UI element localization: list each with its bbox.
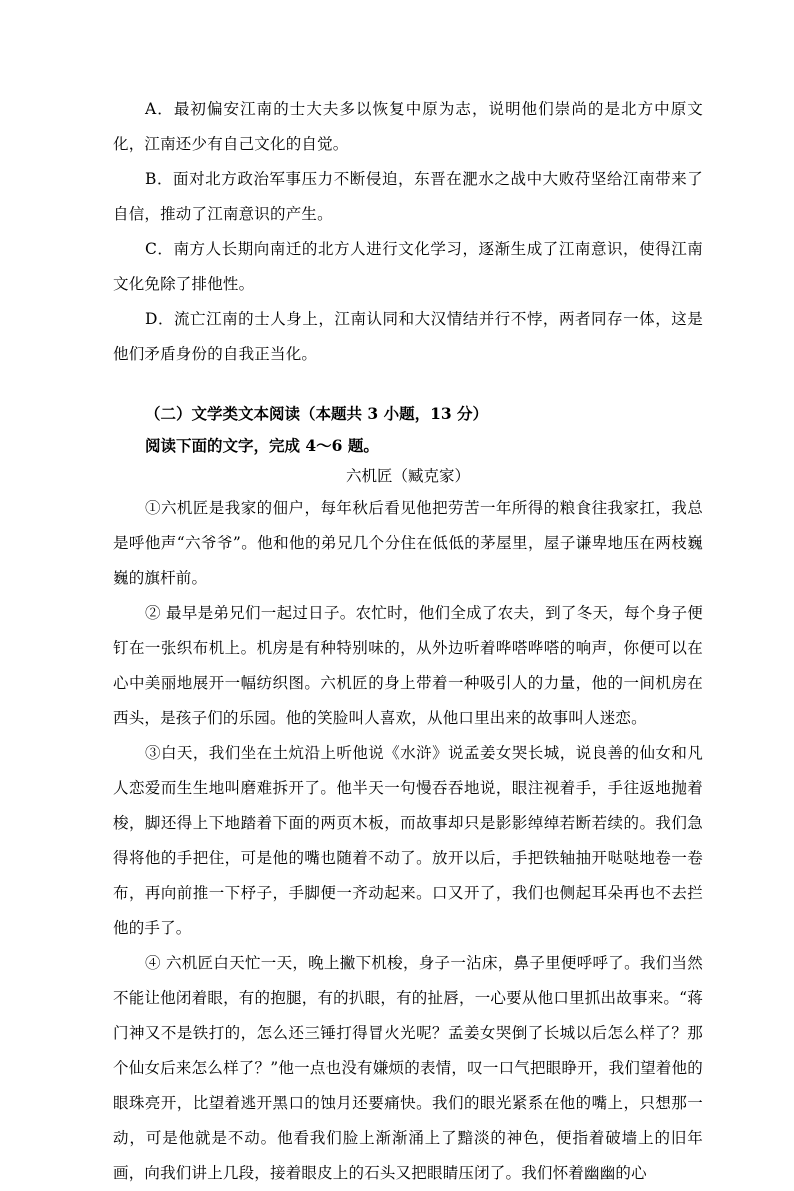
reading-instruction: 阅读下面的文字，完成 4～6 题。	[145, 436, 379, 455]
section-spacer	[113, 372, 703, 396]
page-content	[113, 92, 703, 1191]
option-d: D．流亡江南的士人身上，江南认同和大汉情结并行不悖，两者同存一体，这是他们矛盾身份的自我正当化。	[113, 310, 703, 363]
passage-paragraph-3: ③白天，我们坐在土炕沿上听他说《水浒》说孟姜女哭长城，说良善的仙女和凡人恋爱而生生地叫磨难拆开了。他半天一句慢吞吞地说，眼注视着手，手往返地抛着梭，脚还得上下地踏着下面的两页木板，而故事却只是影影绰绰若断若续的。我们急得将他的手把住，可是他的嘴也随着不动了。放开以后，手把铁轴抽开哒哒地卷一卷布，再向前推一下杼子，手脚便一齐动起来。口又开了，我们也侧起耳朵再也不去拦他的手了。	[113, 744, 703, 937]
passage-paragraph-4: ④ 六机匠白天忙一天，晚上撇下机梭，身子一沾床，鼻子里便呼呼了。我们当然不能让他闭着眼，有的抱腿，有的扒眼，有的扯唇，一心要从他口里抓出故事来。“蒋门神又不是铁打的，怎么还三锤打得冒火光呢？孟姜女哭倒了长城以后怎么样了？那个仙女后来怎么样了？”他一点也没有嫌烦的表情，叹一口气把眼睁开，我们望着他的眼珠亮开，比望着逃开黑口的蚀月还要痛快。我们的眼光紧系在他的嘴上，只想那一动，可是他就是不动。他看我们脸上渐渐涌上了黯淡的神色，便指着破墙上的旧年画，向我们讲上几段，接着眼皮上的石头又把眼睛压闭了。我们怀着幽幽的心	[113, 954, 703, 1182]
passage-paragraph-1: ①六机匠是我家的佃户，每年秋后看见他把劳苦一年所得的粮食往我家扛，我总是呼他声“六爷爷”。他和他的弟兄几个分住在低低的茅屋里，屋子谦卑地压在两枝巍巍的旗杆前。	[113, 499, 703, 587]
option-b: B．面对北方政治军事压力不断侵迫，东晋在淝水之战中大败苻坚给江南带来了自信，推动了江南意识的产生。	[113, 170, 703, 223]
passage-title: 六机匠（臧克家）	[345, 467, 470, 485]
option-a: A．最初偏安江南的士大夫多以恢复中原为志，说明他们崇尚的是北方中原文化，江南还少有自己文化的自觉。	[113, 100, 703, 153]
passage-paragraph-2: ② 最早是弟兄们一起过日子。农忙时，他们全成了农夫，到了冬天，每个身子便钉在一张织布机上。机房是有种特别味的，从外边听着哗嗒哗嗒的响声，你便可以在心中美丽地展开一幅纺织图。六机匠的身上带着一种吸引人的力量，他的一间机房在西头，是孩子们的乐园。他的笑脸叫人喜欢，从他口里出来的故事叫人迷恋。	[113, 604, 703, 727]
section-heading: （二）文学类文本阅读（本题共 3 小题，13 分）	[145, 404, 489, 423]
option-c: C．南方人长期向南迁的北方人进行文化学习，逐渐生成了江南意识，使得江南文化免除了排他性。	[113, 240, 703, 293]
